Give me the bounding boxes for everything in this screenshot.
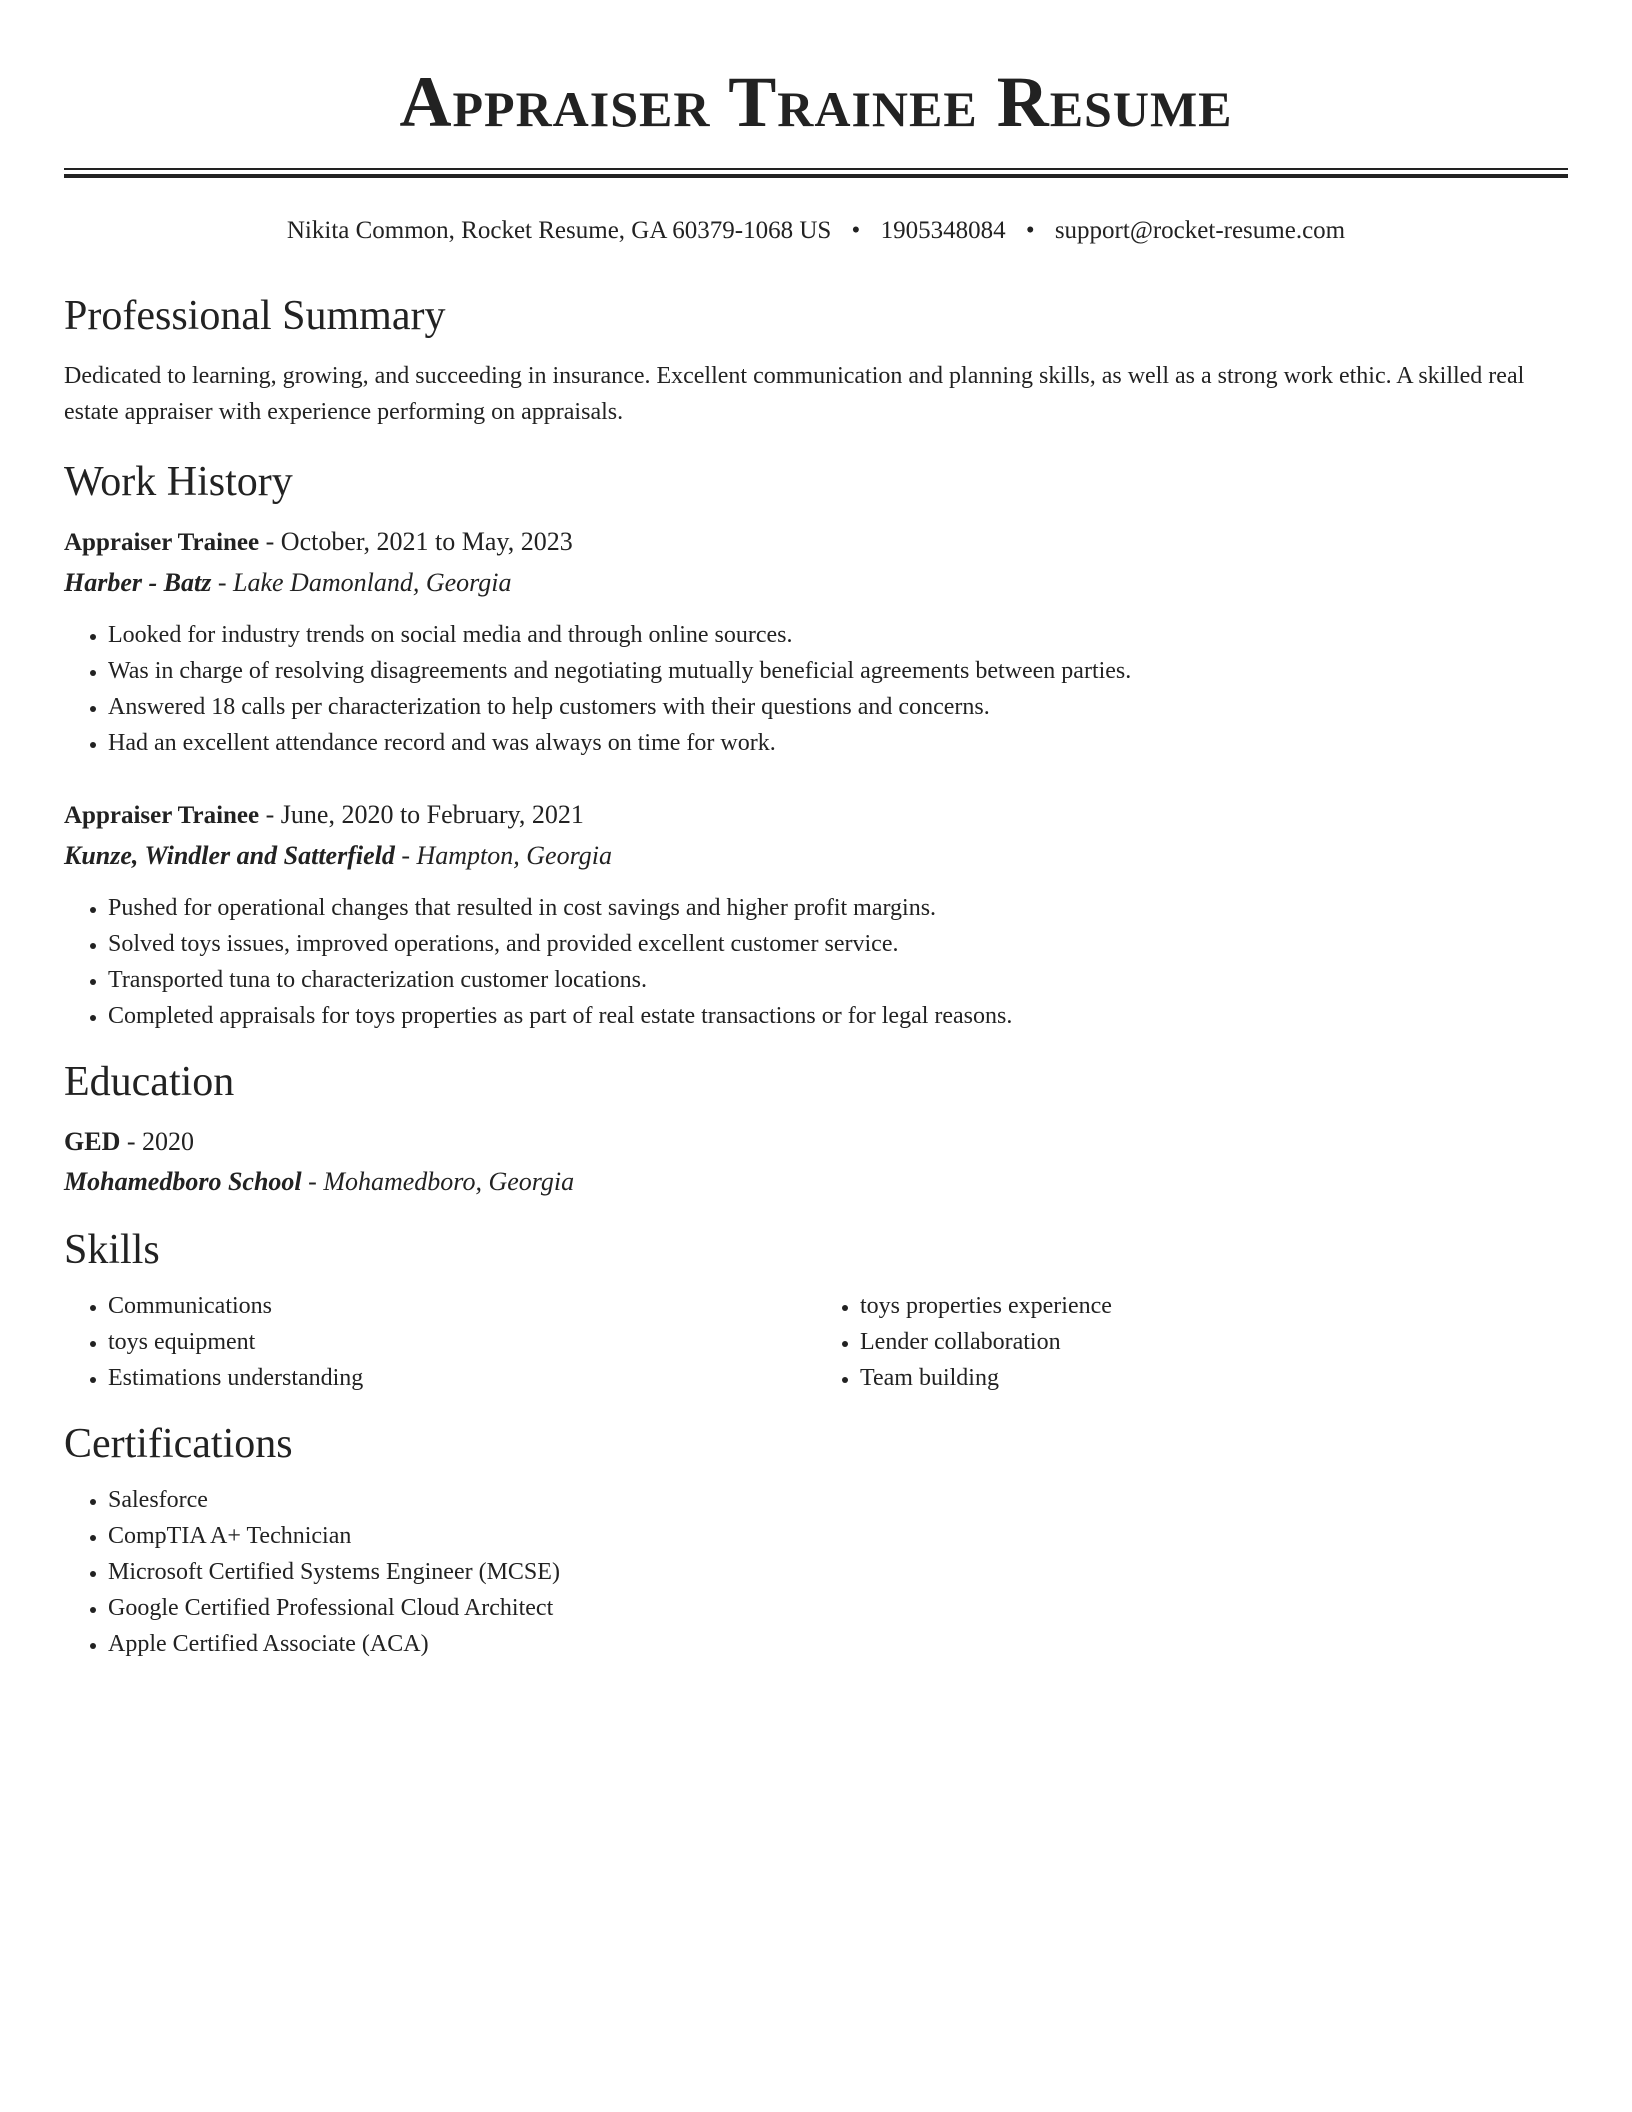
job-bullets bbox=[64, 890, 1568, 1034]
job-bullet: • Answered 18 calls per characterization to help customers with their questions and concerns. bbox=[108, 689, 1568, 725]
certifications-heading: Certifications bbox=[64, 1421, 293, 1467]
skill-item: • Communications bbox=[108, 1288, 816, 1324]
skill-item: • Team building bbox=[860, 1360, 1568, 1396]
skill-item: • Lender collaboration bbox=[860, 1324, 1568, 1360]
job-bullet: • Transported tuna to characterization customer locations. bbox=[108, 962, 1568, 998]
job-entry bbox=[64, 522, 1568, 761]
education-degree: GED bbox=[64, 1127, 121, 1156]
title-divider bbox=[64, 168, 1568, 178]
job-location: - Lake Damonland, Georgia bbox=[211, 568, 512, 597]
contact-line bbox=[64, 214, 1568, 248]
education-location: - Mohamedboro, Georgia bbox=[301, 1167, 575, 1196]
resume-title: Appraiser Trainee Resume bbox=[399, 62, 1233, 142]
contact-separator: • bbox=[851, 217, 861, 244]
certification-item: • Microsoft Certified Systems Engineer (MCSE) bbox=[108, 1554, 1568, 1590]
work-history-heading: Work History bbox=[64, 459, 293, 505]
job-bullet: • Was in charge of resolving disagreements and negotiating mutually beneficial agreements between parties. bbox=[108, 653, 1568, 689]
contact-email: support@rocket-resume.com bbox=[1054, 217, 1346, 244]
job-company: Kunze, Windler and Satterfield bbox=[64, 841, 395, 870]
certification-item: • Apple Certified Associate (ACA) bbox=[108, 1626, 1568, 1662]
job-bullet: • Completed appraisals for toys properties as part of real estate transactions or for legal reasons. bbox=[108, 998, 1568, 1034]
job-dates: - June, 2020 to February, 2021 bbox=[259, 800, 584, 829]
education-heading: Education bbox=[64, 1059, 235, 1105]
education-school-line bbox=[64, 1162, 1568, 1202]
education-year: - 2020 bbox=[120, 1127, 195, 1156]
job-location: - Hampton, Georgia bbox=[394, 841, 612, 870]
job-entry bbox=[64, 795, 1568, 1034]
summary-heading: Professional Summary bbox=[64, 293, 446, 339]
job-title-line bbox=[64, 795, 1568, 836]
certifications-list bbox=[64, 1482, 1568, 1662]
job-title-line bbox=[64, 522, 1568, 563]
skill-item: • toys properties experience bbox=[860, 1288, 1568, 1324]
certification-item: • CompTIA A+ Technician bbox=[108, 1518, 1568, 1554]
education-school: Mohamedboro School bbox=[64, 1167, 302, 1196]
job-company-line bbox=[64, 563, 1568, 603]
contact-address: Nikita Common, Rocket Resume, GA 60379-1068 US bbox=[286, 217, 832, 244]
certification-item: • Google Certified Professional Cloud Architect bbox=[108, 1590, 1568, 1626]
job-title: Appraiser Trainee bbox=[64, 529, 260, 556]
job-bullet: • Looked for industry trends on social media and through online sources. bbox=[108, 617, 1568, 653]
contact-separator: • bbox=[1025, 217, 1035, 244]
job-bullet: • Had an excellent attendance record and was always on time for work. bbox=[108, 725, 1568, 761]
summary-text: Dedicated to learning, growing, and succeeding in insurance. Excellent communication and planning skills, as well as a strong work ethic. A skilled real estate appraiser with experience performing on appraisals. bbox=[64, 363, 1525, 425]
skills-column-left bbox=[64, 1288, 816, 1396]
job-company: Harber - Batz bbox=[64, 568, 212, 597]
contact-phone: 1905348084 bbox=[880, 217, 1006, 244]
job-bullet: • Solved toys issues, improved operations, and provided excellent customer service. bbox=[108, 926, 1568, 962]
job-bullets bbox=[64, 617, 1568, 761]
job-company-line bbox=[64, 836, 1568, 876]
skill-item: • Estimations understanding bbox=[108, 1360, 816, 1396]
skills-heading: Skills bbox=[64, 1227, 160, 1273]
job-dates: - October, 2021 to May, 2023 bbox=[259, 527, 573, 556]
job-bullet: • Pushed for operational changes that resulted in cost savings and higher profit margins. bbox=[108, 890, 1568, 926]
skills-grid bbox=[64, 1288, 1568, 1396]
certification-item: • Salesforce bbox=[108, 1482, 1568, 1518]
skill-item: • toys equipment bbox=[108, 1324, 816, 1360]
education-degree-line bbox=[64, 1122, 1568, 1162]
skills-column-right bbox=[816, 1288, 1568, 1396]
education-entry bbox=[64, 1122, 1568, 1202]
job-title: Appraiser Trainee bbox=[64, 802, 260, 829]
